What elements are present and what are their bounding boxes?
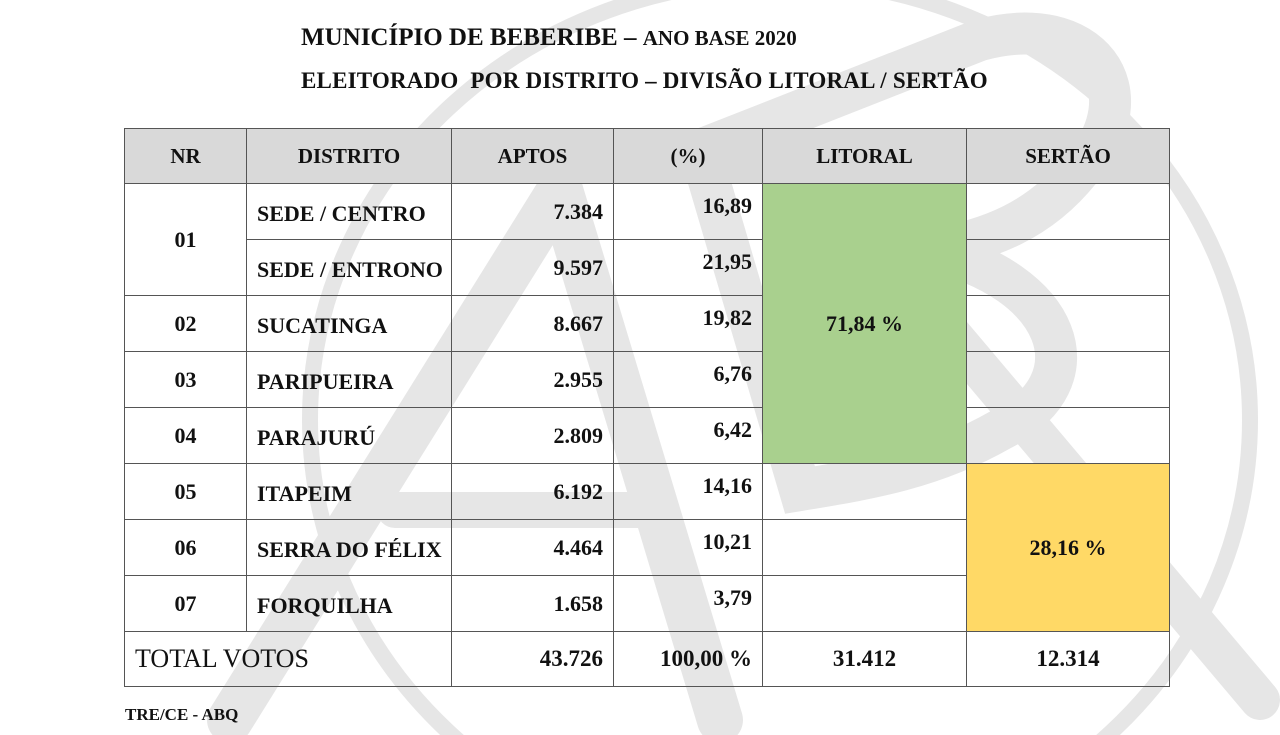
- cell-aptos: 7.384: [452, 184, 614, 240]
- pct-label: 10,21: [702, 529, 752, 554]
- pct-label: 6,76: [713, 361, 752, 386]
- cell-distrito: [247, 520, 452, 576]
- header-nr: NR: [125, 129, 247, 184]
- cell-nr: 01: [125, 184, 247, 296]
- cell-sertao-empty: [967, 296, 1170, 352]
- cell-nr: 06: [125, 520, 247, 576]
- pct-label: 6,42: [713, 417, 752, 442]
- cell-pct: [614, 520, 763, 576]
- cell-sertao-empty: [967, 408, 1170, 464]
- table-row: [125, 464, 1170, 520]
- title-year: ANO BASE 2020: [642, 26, 797, 50]
- distrito-label: SUCATINGA: [257, 313, 388, 338]
- cell-pct: [614, 296, 763, 352]
- page-subtitle: ELEITORADO POR DISTRITO – DIVISÃO LITORAL / SERTÃO: [301, 68, 988, 93]
- cell-aptos: 1.658: [452, 576, 614, 632]
- header-sertao: SERTÃO: [967, 129, 1170, 184]
- electorate-table: [124, 128, 1170, 687]
- cell-pct: [614, 408, 763, 464]
- total-litoral: 31.412: [763, 632, 967, 687]
- table-row: [125, 352, 1170, 408]
- cell-litoral-empty: [763, 576, 967, 632]
- pct-label: 16,89: [702, 193, 752, 218]
- pct-label: 19,82: [702, 305, 752, 330]
- cell-sertao-empty: [967, 352, 1170, 408]
- cell-distrito: [247, 240, 452, 296]
- pct-label: 21,95: [702, 249, 752, 274]
- cell-sertao-empty: [967, 240, 1170, 296]
- total-label: TOTAL VOTOS: [125, 632, 452, 687]
- cell-distrito: [247, 408, 452, 464]
- table-header-row: [125, 129, 1170, 184]
- cell-nr: 03: [125, 352, 247, 408]
- cell-pct: [614, 184, 763, 240]
- distrito-label: SEDE / ENTRONO: [257, 257, 443, 282]
- cell-aptos: 6.192: [452, 464, 614, 520]
- total-pct: 100,00 %: [614, 632, 763, 687]
- cell-sertao-empty: [967, 184, 1170, 240]
- footer-source: TRE/CE - ABQ: [125, 705, 239, 724]
- total-aptos: 43.726: [452, 632, 614, 687]
- cell-pct: [614, 240, 763, 296]
- table-row: [125, 296, 1170, 352]
- distrito-label: PARIPUEIRA: [257, 369, 394, 394]
- page-title: [301, 24, 797, 52]
- cell-nr: 05: [125, 464, 247, 520]
- pct-label: 3,79: [713, 585, 752, 610]
- distrito-label: SERRA DO FÉLIX: [257, 537, 442, 562]
- cell-litoral-empty: [763, 464, 967, 520]
- cell-distrito: [247, 352, 452, 408]
- table-row: [125, 240, 1170, 296]
- pct-label: 14,16: [702, 473, 752, 498]
- total-row: [125, 632, 1170, 687]
- cell-pct: [614, 576, 763, 632]
- cell-nr: 02: [125, 296, 247, 352]
- title-main: MUNICÍPIO DE BEBERIBE: [301, 24, 618, 51]
- cell-aptos: 2.955: [452, 352, 614, 408]
- cell-litoral-empty: [763, 520, 967, 576]
- title-dash: –: [617, 24, 643, 51]
- distrito-label: ITAPEIM: [257, 481, 352, 506]
- distrito-label: PARAJURÚ: [257, 425, 376, 450]
- header-distrito: DISTRITO: [247, 129, 452, 184]
- header-litoral: LITORAL: [763, 129, 967, 184]
- cell-aptos: 4.464: [452, 520, 614, 576]
- distrito-label: FORQUILHA: [257, 593, 393, 618]
- sertao-share-cell: 28,16 %: [967, 464, 1170, 632]
- total-sertao: 12.314: [967, 632, 1170, 687]
- cell-distrito: [247, 184, 452, 240]
- cell-aptos: 9.597: [452, 240, 614, 296]
- table-row: [125, 408, 1170, 464]
- cell-pct: [614, 352, 763, 408]
- cell-aptos: 2.809: [452, 408, 614, 464]
- litoral-share-cell: 71,84 %: [763, 184, 967, 464]
- cell-distrito: [247, 296, 452, 352]
- header-pct: (%): [614, 129, 763, 184]
- cell-pct: [614, 464, 763, 520]
- cell-nr: 04: [125, 408, 247, 464]
- cell-nr: 07: [125, 576, 247, 632]
- cell-aptos: 8.667: [452, 296, 614, 352]
- table-row: [125, 184, 1170, 240]
- distrito-label: SEDE / CENTRO: [257, 201, 426, 226]
- cell-distrito: [247, 464, 452, 520]
- header-aptos: APTOS: [452, 129, 614, 184]
- cell-distrito: [247, 576, 452, 632]
